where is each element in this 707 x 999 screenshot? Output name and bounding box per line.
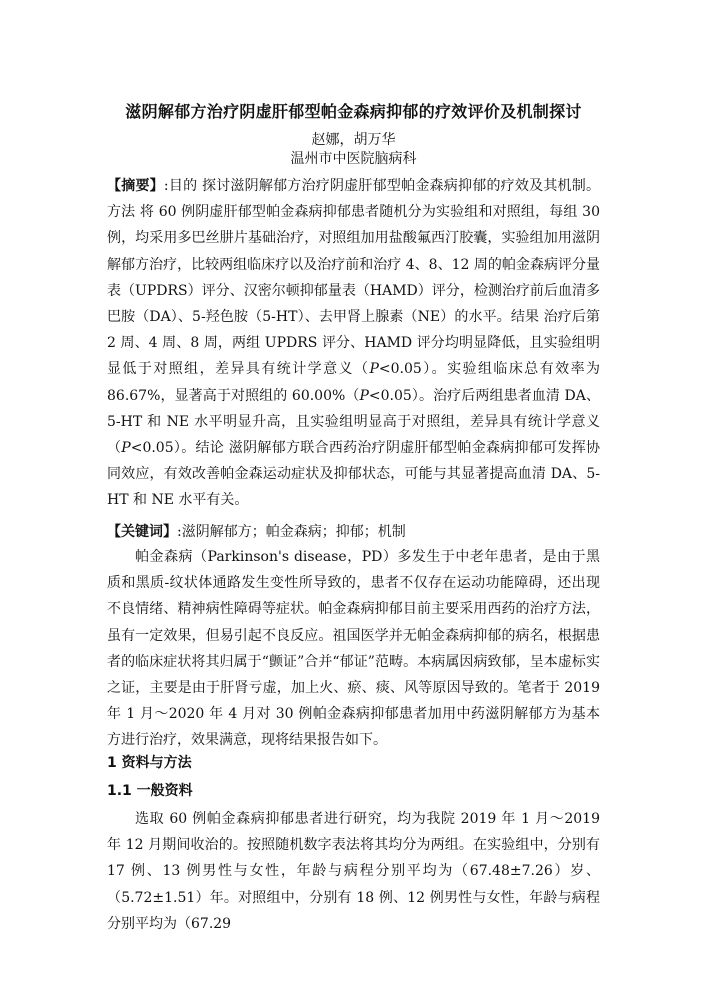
- section-heading-1: 1 资料与方法: [107, 755, 192, 771]
- abstract-label: 【摘要】: [107, 178, 164, 194]
- intro-paragraph: 帕金森病（Parkinson's disease，PD）多发生于中老年患者，是由于黑质和黑质-纹状体通路发生变性所导致的，患者不仅存在运动功能障碍，还出现不良情绪、精神病性障碍等症状。帕金森病抑郁目前主要采用西药的治疗方法，虽有一定效果，但易引起不良反应。祖国医学并无帕金森病抑郁的病名，根据患者的临床症状将其归属于“颤证”合并“郁证”范畴。本病属因病致郁，呈本虚标实之证，主要是由于肝肾亏虚，加上火、瘀、痰、风等原因导致的。笔者于 2019 年 1 月～2020 年 4 月对 30 例帕金森病抑郁患者加用中药滋阴解郁方为基本方进行治疗，效果满意，现将结果报告如下。: [107, 549, 600, 749]
- abstract-text-1: :目的 探讨滋阴解郁方治疗阴虚肝郁型帕金森病抑郁的疗效及其机制。方法 将 60 例阴虚肝郁型帕金森病抑郁患者随机分为实验组和对照组，每组 30 例，均采用多巴丝肼片基础治疗，对照组加用盐酸氟西汀胶囊，实验组加用滋阴解郁方治疗，比较两组临床疗以及治疗前和治疗 4、8、12 周的帕金森病评分量表（UPDRS）评分、汉密尔顿抑郁量表（HAMD）评分，检测治疗前后血清多巴胺（DA）、5-羟色胺（5-HT）、去甲肾上腺素（NE）的水平。结果 治疗后第 2 周、4 周、8 周，两组 UPDRS 评分、HAMD 评分均明显降低，且实验组明显低于对照组，差异具有统计学意义（: [107, 178, 601, 378]
- abstract: [107, 173, 600, 514]
- section-heading-1-1: 1.1 一般资料: [107, 783, 193, 799]
- keywords: [107, 519, 600, 545]
- p-value-symbol: P: [369, 361, 379, 378]
- affiliation: 温州市中医院脑病科: [290, 151, 417, 167]
- keywords-label: 【关键词】: [107, 524, 177, 540]
- abstract-text-2: <0.05）。实验组临床总有效率为 86.67%，显著高于对照组的 60.00%（: [107, 361, 601, 404]
- authors: 赵娜，胡万华: [311, 132, 396, 148]
- methods-paragraph: 选取 60 例帕金森病抑郁患者进行研究，均为我院 2019 年 1 月～2019 年 12 月期间收治的。按照随机数字表法将其均分为两组。在实验组中，分别有 17 例、13 例男性与女性，年龄与病程分别平均为（67.48±7.26）岁、（5.72±1.51）年。对照组中，分别有 18 例、12 例男性与女性，年龄与病程分别平均为（67.29: [107, 811, 600, 932]
- abstract-text-4: <0.05）。结论 滋阴解郁方联合西药治疗阴虚肝郁型帕金森病抑郁可发挥协同效应，有效改善帕金森运动症状及抑郁状态，可能与其显著提高血清 DA、5-HT 和 NE 水平有关。: [107, 440, 601, 509]
- p-value-symbol: P: [359, 387, 369, 404]
- abstract-text-3: <0.05）。治疗后两组患者血清 DA、5-HT 和 NE 水平明显升高，且实验组明显高于对照组，差异具有统计学意义（: [107, 387, 600, 457]
- paper-title: 滋阴解郁方治疗阴虚肝郁型帕金森病抑郁的疗效评价及机制探讨: [125, 102, 582, 121]
- keywords-text: :滋阴解郁方；帕金森病；抑郁；机制: [177, 524, 406, 540]
- p-value-symbol: P: [121, 440, 131, 457]
